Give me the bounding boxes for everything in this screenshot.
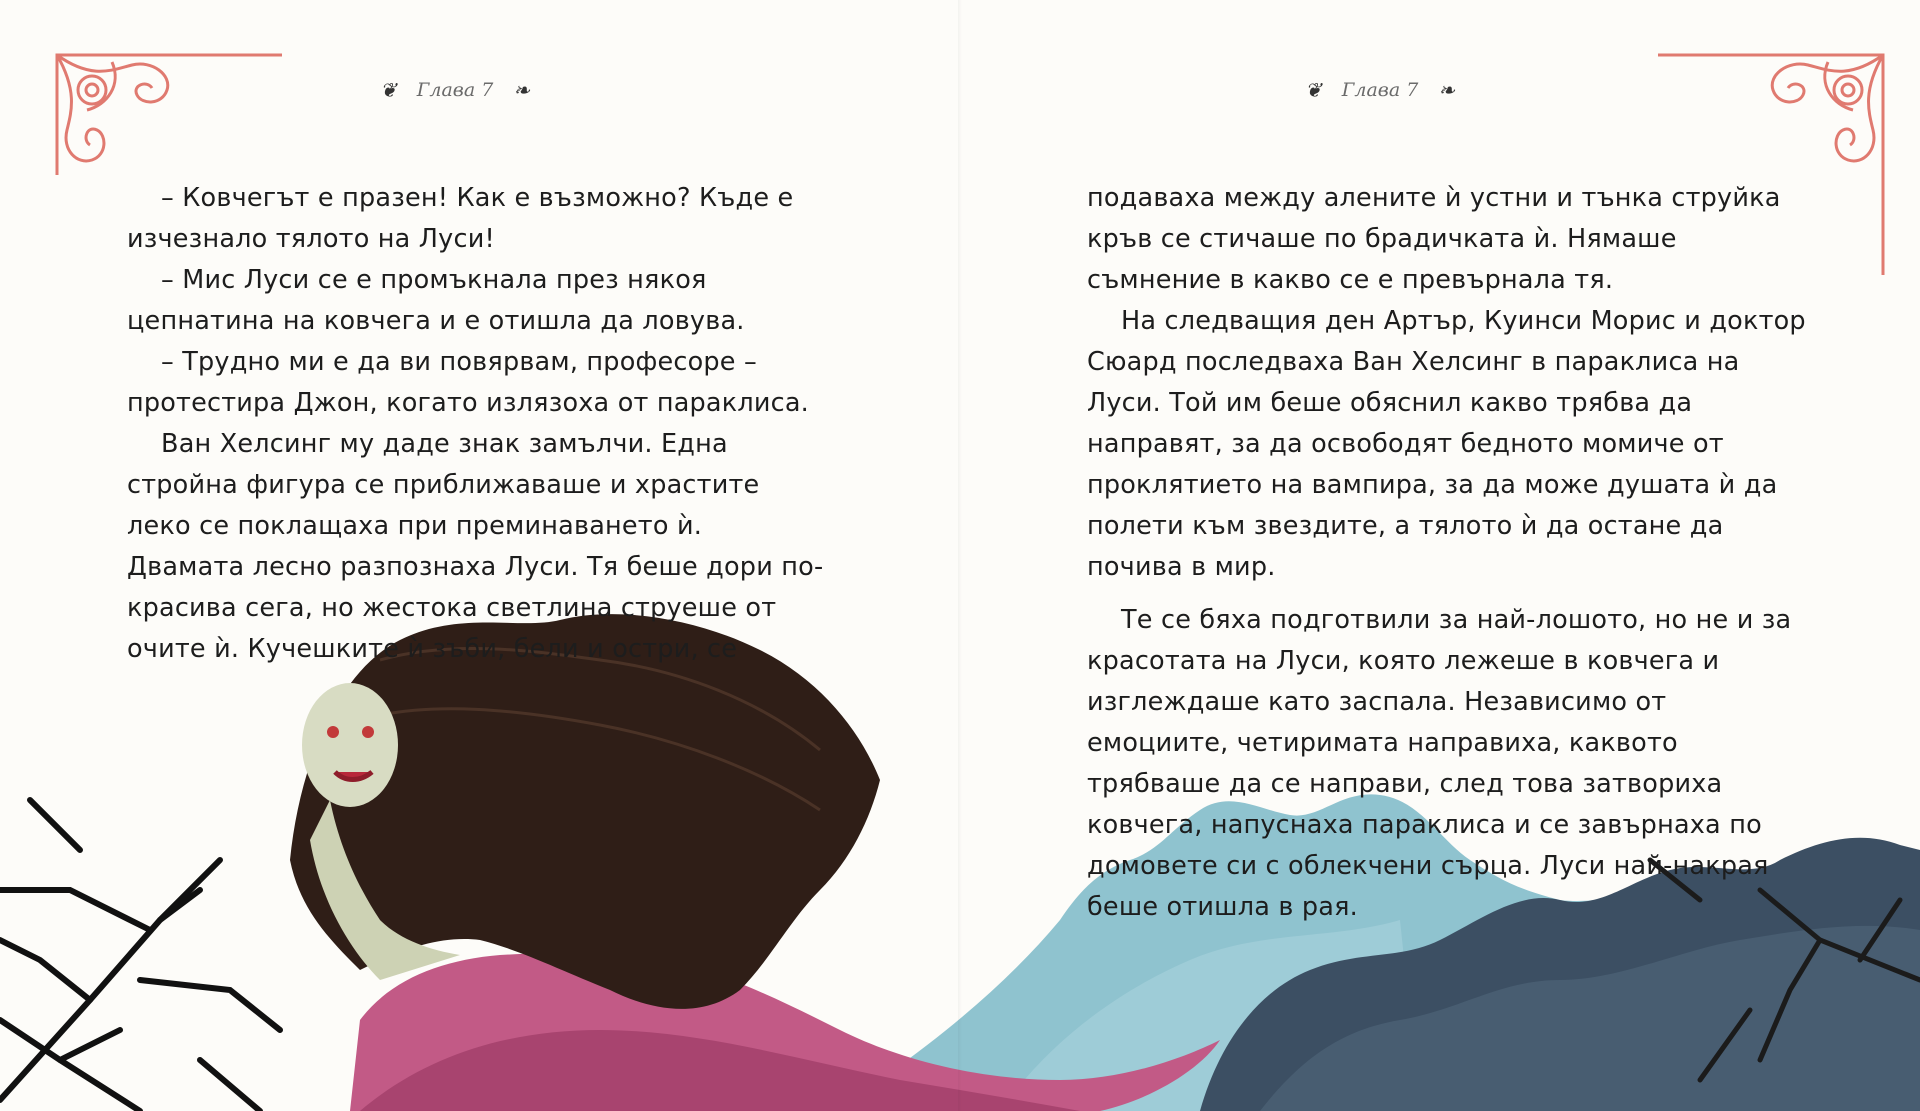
running-head — [380, 78, 530, 102]
paragraph: – Ковчегът е празен! Как е възможно? Къде е изчезнало тялото на Луси! — [127, 183, 794, 254]
paragraph: Ван Хелсинг му даде знак замълчи. Една стройна фигура се приближаваше и храстите леко се поклащаха при преминаването ѝ. Двамата лесно разпознаха Луси. Тя беше дори по-красива сега, но жестока светлина струеше от очите ѝ. Кучешките ѝ зъби, бели и остри, се — [127, 429, 824, 664]
scroll-corner-ornament — [52, 50, 292, 180]
right-page — [960, 0, 1920, 1111]
paragraph: – Трудно ми е да ви повярвам, професоре – протестира Джон, когато излязоха от параклиса. — [127, 347, 809, 418]
running-head — [1305, 78, 1455, 102]
chapter-title: Глава 7 — [416, 79, 494, 101]
paragraph: На следващия ден Артър, Куинси Морис и доктор Сюард последваха Ван Хелсинг в параклиса на Луси. Той им беше обяснил какво трябва да направят, за да освободят бедното момиче от проклятието на вампира, за да може душата ѝ да полети към звездите, а тялото ѝ да остане да почива в мир. — [1087, 306, 1806, 582]
flourish-right-icon: ❧ — [513, 78, 531, 102]
paragraph: Те се бяха подготвили за най-лошото, но не и за красотата на Луси, която лежеше в ковчега и изглеждаше като заспала. Независимо от емоциите, четиримата направиха, каквото трябваше да се направи, след това затвориха ковчега, напуснаха параклиса и се завърнаха по домовете си с облекчени сърца. Луси най-накрая беше отишла в рая. — [1087, 605, 1792, 922]
flourish-left-icon: ❦ — [380, 78, 397, 102]
left-page-text — [127, 178, 827, 670]
flourish-right-icon: ❧ — [1438, 78, 1456, 102]
flourish-left-icon: ❦ — [1305, 78, 1322, 102]
paragraph: – Мис Луси се е промъкнала през някоя цепнатина на ковчега и е отишла да ловува. — [127, 265, 745, 336]
right-page-text — [1087, 178, 1807, 928]
paragraph: подаваха между алените ѝ устни и тънка струйка кръв се стичаше по брадичката ѝ. Нямаше съмнение в какво се е превърнала тя. — [1087, 183, 1781, 295]
chapter-title: Глава 7 — [1341, 79, 1419, 101]
